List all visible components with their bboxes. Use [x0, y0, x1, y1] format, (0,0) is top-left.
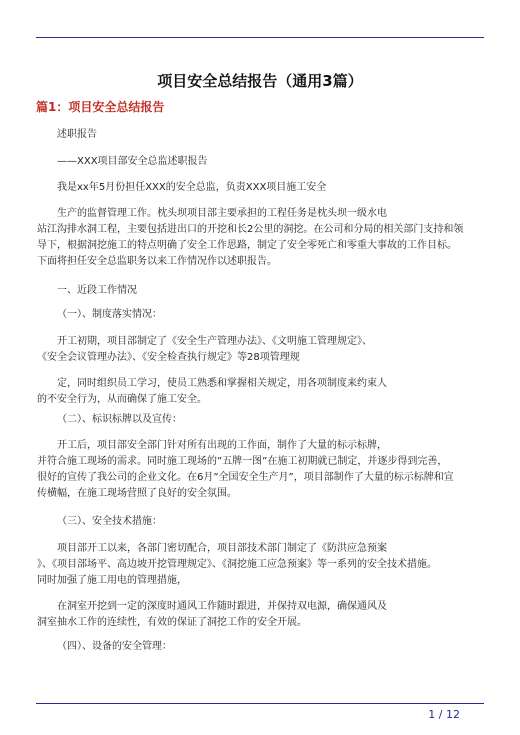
paragraph-line: （一）、制度落实情况： [57, 309, 162, 320]
paragraph-line: 在洞室开挖到一定的深度时通风工作随时跟进，并保持双电源，确保通风及 [57, 601, 387, 612]
paragraph-line: 项目部开工以来，各部门密切配合，项目部技术部门制定了《防洪应急预案 [57, 543, 387, 554]
paragraph-line: 开工初期，项目部制定了《安全生产管理办法》、《文明施工管理规定》、 [57, 336, 372, 347]
paragraph-line: 生产的监督管理工作。枕头坝项目部主要承担的工程任务是枕头坝一级水电 [57, 208, 387, 219]
footer-rule [36, 703, 484, 704]
paragraph [37, 376, 487, 408]
paragraph-line: 一、近段工作情况 [57, 285, 137, 296]
paragraph-line: 述职报告 [57, 129, 97, 140]
paragraph [37, 334, 487, 366]
paragraph-line: （三）、安全技术措施： [57, 516, 162, 527]
paragraph-line: 很好的宣传了我公司的企业文化。在6月”全国安全生产月”，项目部制作了大量的标示标牌和宣 [37, 472, 454, 483]
document-title: 项目安全总结报告（通用3篇） [157, 72, 363, 90]
paragraph [37, 438, 487, 502]
paragraph [37, 541, 487, 589]
section-heading: 篇1：项目安全总结报告 [36, 100, 165, 114]
paragraph-line: 定，同时组织员工学习，使员工熟悉和掌握相关规定，用各项制度来约束人 [57, 378, 387, 389]
paragraph-line: （四）、设备的安全管理： [57, 641, 172, 652]
paragraph-line: （二）、标识标牌以及宣传： [57, 414, 182, 425]
paragraph [37, 154, 487, 170]
paragraph-line: 《安全会议管理办法》、《安全检查执行规定》等28项管理规 [37, 352, 300, 363]
paragraph-line: 下面将担任安全总监职务以来工作情况作以述职报告。 [37, 256, 277, 267]
paragraph-line: 开工后，项目部安全部门针对所有出现的工作面，制作了大量的标示标牌， [57, 440, 387, 451]
paragraph [37, 206, 487, 270]
paragraph-line: 同时加强了施工用电的管理措施， [37, 575, 187, 586]
paragraph-line: 导下，根据洞挖施工的特点明确了安全工作思路，制定了安全零死亡和零重大事故的工作目标。 [37, 240, 457, 251]
paragraph [37, 639, 487, 655]
paragraph-line: 站江沟排水洞工程，主要包括进出口的开挖和长2公里的洞挖。在公司和分局的相关部门支持和领 [37, 224, 464, 235]
paragraph-line: 传横幅，在施工现场营照了良好的安全氛围。 [37, 488, 237, 499]
paragraph [37, 307, 487, 323]
paragraph [37, 599, 487, 631]
paragraph [37, 283, 487, 299]
paragraph [37, 412, 487, 428]
paragraph [37, 127, 487, 143]
paragraph-line: 》、《项目部场平、高边坡开挖管理规定》、《洞挖施工应急预案》等一系列的安全技术措施。 [37, 559, 437, 570]
paragraph-line: 洞室抽水工作的连续性，有效的保证了洞挖工作的安全开展。 [37, 617, 307, 628]
paragraph [37, 514, 487, 530]
paragraph-line: ——XXX项目部安全总监述职报告 [57, 156, 208, 167]
paragraph-line: 的不安全行为，从而确保了施工安全。 [37, 394, 207, 405]
paragraph [37, 180, 487, 196]
paragraph-line: 并符合施工现场的需求。同时施工现场的”五牌一图”在施工初期就已制定，并逐步得到完善， [37, 456, 448, 467]
page-indicator: 1 / 12 [428, 708, 460, 721]
paragraph-line: 我是xx年5月份担任XXX的安全总监，负责XXX项目施工安全 [57, 182, 327, 193]
header-rule [36, 37, 484, 38]
